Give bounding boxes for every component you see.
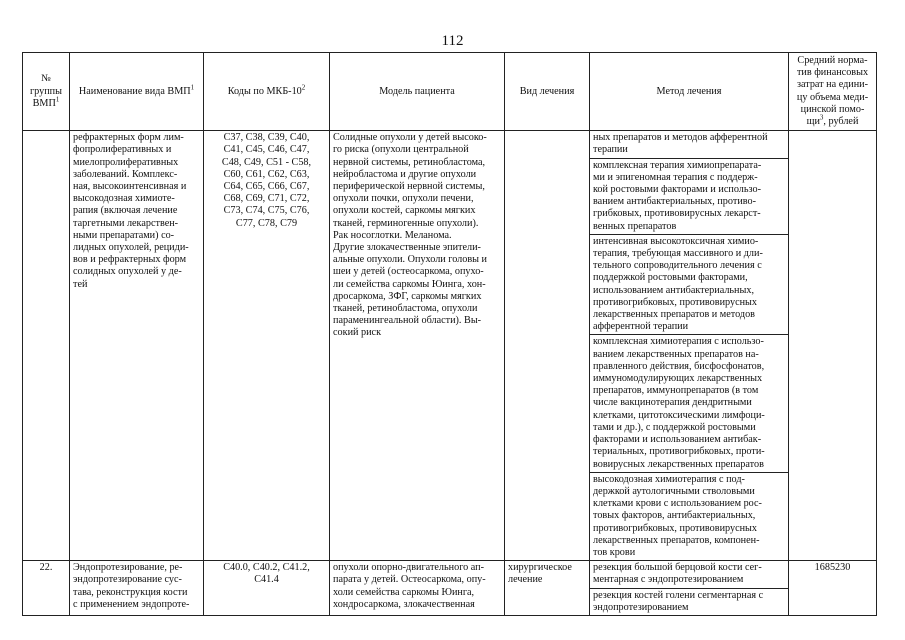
header-treatment-type: Вид лечения (505, 53, 590, 131)
row-cost (789, 131, 877, 561)
row-methods (590, 561, 789, 616)
row-treatment-type: хирургическое лечение (505, 561, 590, 616)
row-cost: 1685230 (789, 561, 877, 616)
method-item: комплексная терапия химиопрепарата- ми и эпигеномная терапия с поддерж- кой ростовыми факторами и использо- ванием антибактериальных, противо- грибковых, противовирусных лекарст- венных препаратов (590, 159, 788, 235)
row-icd-codes: C40.0, C40.2, C41.2, C41.4 (204, 561, 330, 616)
method-item: высокодозная химиотерапия с под- держкой аутологичными стволовыми клетками крови с использованием рос- товых факторов, антибактериальных, противогрибковых, противовирусных лекарственных препаратов, компонен- тов крови (593, 473, 762, 558)
row-treatment-type (505, 131, 590, 561)
row-group-no (23, 131, 70, 561)
method-item: комплексная химиотерапия с использо- ванием лекарственных препаратов на- правленного действия, бисфосфонатов, иммуномодулирующих лекарственных препаратов, иммунопрепаратов (в том числе вакцинотерапия дендритными клетками, цитотоксическими лимфоци- тами и др.), с поддержкой ростовыми факторами и использованием антибак- териальных, противогрибковых, проти- вовирусных лекарственных препаратов (590, 335, 788, 472)
header-name: Наименование вида ВМП$^1$ (70, 53, 204, 131)
row-group-no: 22. (23, 561, 70, 616)
row-icd-codes: C37, C38, C39, C40, C41, C45, C46, C47, C48, C49, C51 - C58, C60, C61, C62, C63, C64, C65, C66, C67, C68, C69, C71, C72, C73, C74, C75, C76, C77, C78, C79 (204, 131, 330, 561)
method-item: интенсивная высокотоксичная химио- терапия, требующая массивного и дли- тельного сопроводительного лечения с поддержкой ростовыми факторами, использованием антибактериальных, противогрибковых, противовирусных лекарственных препаратов и методов афферентной терапии (590, 235, 788, 336)
row-patient-model: опухоли опорно-двигательного ап- парата у детей. Остеосаркома, опу- холи семейства саркомы Юинга, хондросаркома, злокачественная (330, 561, 505, 616)
row-methods (590, 131, 789, 561)
row-vmp-name: рефрактерных форм лим- фопролиферативных и миелопролиферативных заболеваний. Комплекс- ная, высокоинтенсивная и высокодозная химиоте- рапия (включая лечение таргетными лекарствен- ными препаратами) со- лидных опухолей, рециди- вов и рефрактерных форм солидных опухолей у де- тей (70, 131, 204, 561)
table-row (23, 561, 877, 616)
header-model: Модель пациента (330, 53, 505, 131)
header-codes: Коды по МКБ-$10^2$ (204, 53, 330, 131)
header-row (23, 53, 877, 131)
table-row (23, 131, 877, 561)
method-item: резекция большой берцовой кости сег- ментарная с эндопротезированием (590, 561, 788, 588)
row-vmp-name: Эндопротезирование, ре- эндопротезирование сус- тава, реконструкция кости с применением эндопроте- (70, 561, 204, 616)
method-item: ных препаратов и методов афферентной терапии (590, 131, 788, 158)
page-number: 112 (441, 33, 464, 49)
method-item: резекция костей голени сегментарная с эндопротезированием (593, 589, 764, 613)
header-method: Метод лечения (590, 53, 789, 131)
header-group-no: № группы ВМП$^1$ (23, 53, 70, 131)
header-cost: Средний норма- тив финансовых затрат на едини- цу объема меди- цинской помо- $щи^3$, рублей (789, 53, 877, 131)
vmp-table (22, 52, 877, 616)
row-patient-model: Солидные опухоли у детей высоко- го риска (опухоли центральной нервной системы, ретинобластома, нейробластома и другие опухоли периферической нервной системы, опухоли почки, опухоли печени, опухоли костей, саркомы мягких тканей, герминогенные опухоли). Рак носоглотки. Меланома. Другие злокачественные эпители- альные опухоли. Опухоли головы и шеи у детей (остеосаркома, опухо- ли семейства саркомы Юинга, хон- дросаркома, ЗФГ, саркомы мягких тканей, ретинобластома, опухоли параменингеальной области). Вы- сокий риск (330, 131, 505, 561)
